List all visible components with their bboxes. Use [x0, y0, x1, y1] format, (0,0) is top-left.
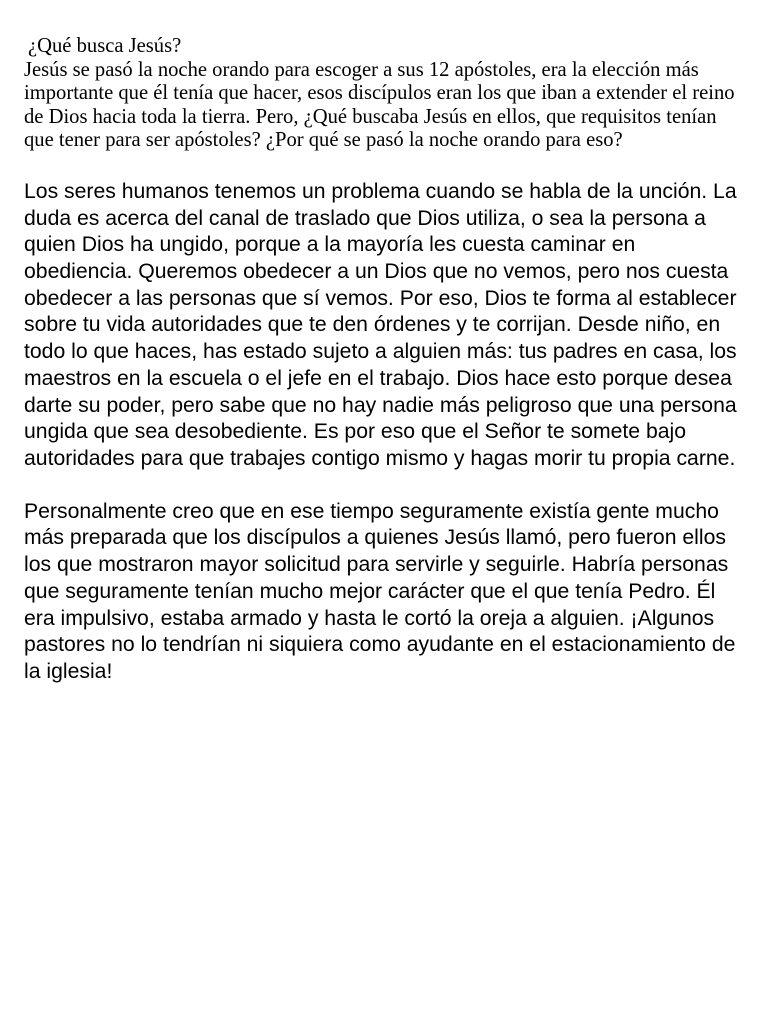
document-page [24, 35, 744, 686]
intro-paragraph: Jesús se pasó la noche orando para escoger a sus 12 apóstoles, era la elección más importante que él tenía que hacer, esos discípulos eran los que iban a extender el reino de Dios hacia toda la tierra. Pero, ¿Qué buscaba Jesús en ellos, que requisitos tenían que tener para ser apóstoles? ¿Por qué se pasó la noche orando para eso? [24, 58, 735, 152]
intro-block [24, 35, 744, 153]
paragraph-discipulos: Personalmente creo que en ese tiempo seguramente existía gente mucho más preparada que los discípulos a quienes Jesús llamó, pero fueron ellos los que mostraron mayor solicitud para servirle y seguirle. Habría personas que seguramente tenían mucho mejor carácter que el que tenía Pedro. Él era impulsivo, estaba armado y hasta le cortó la oreja a alguien. ¡Algunos pastores no lo tendrían ni siquiera como ayudante en el estacionamiento de la iglesia! [24, 499, 736, 683]
paragraph-uncion: Los seres humanos tenemos un problema cuando se habla de la unción. La duda es acerca del canal de traslado que Dios utiliza, o sea la persona a quien Dios ha ungido, porque a la mayoría les cuesta caminar en obediencia. Queremos obedecer a un Dios que no vemos, pero nos cuesta obedecer a las personas que sí vemos. Por eso, Dios te forma al establecer sobre tu vida autoridades que te den órdenes y te corrijan. Desde niño, en todo lo que haces, has estado sujeto a alguien más: tus padres en casa, los maestros en la escuela o el jefe en el trabajo. Dios hace esto porque desea darte su poder, pero sabe que no hay nadie más peligroso que una persona ungida que sea desobediente. Es por eso que el Señor te somete bajo autoridades para que trabajes contigo mismo y hagas morir tu propia carne. [24, 179, 737, 470]
document-title: ¿Qué busca Jesús? [28, 35, 182, 57]
